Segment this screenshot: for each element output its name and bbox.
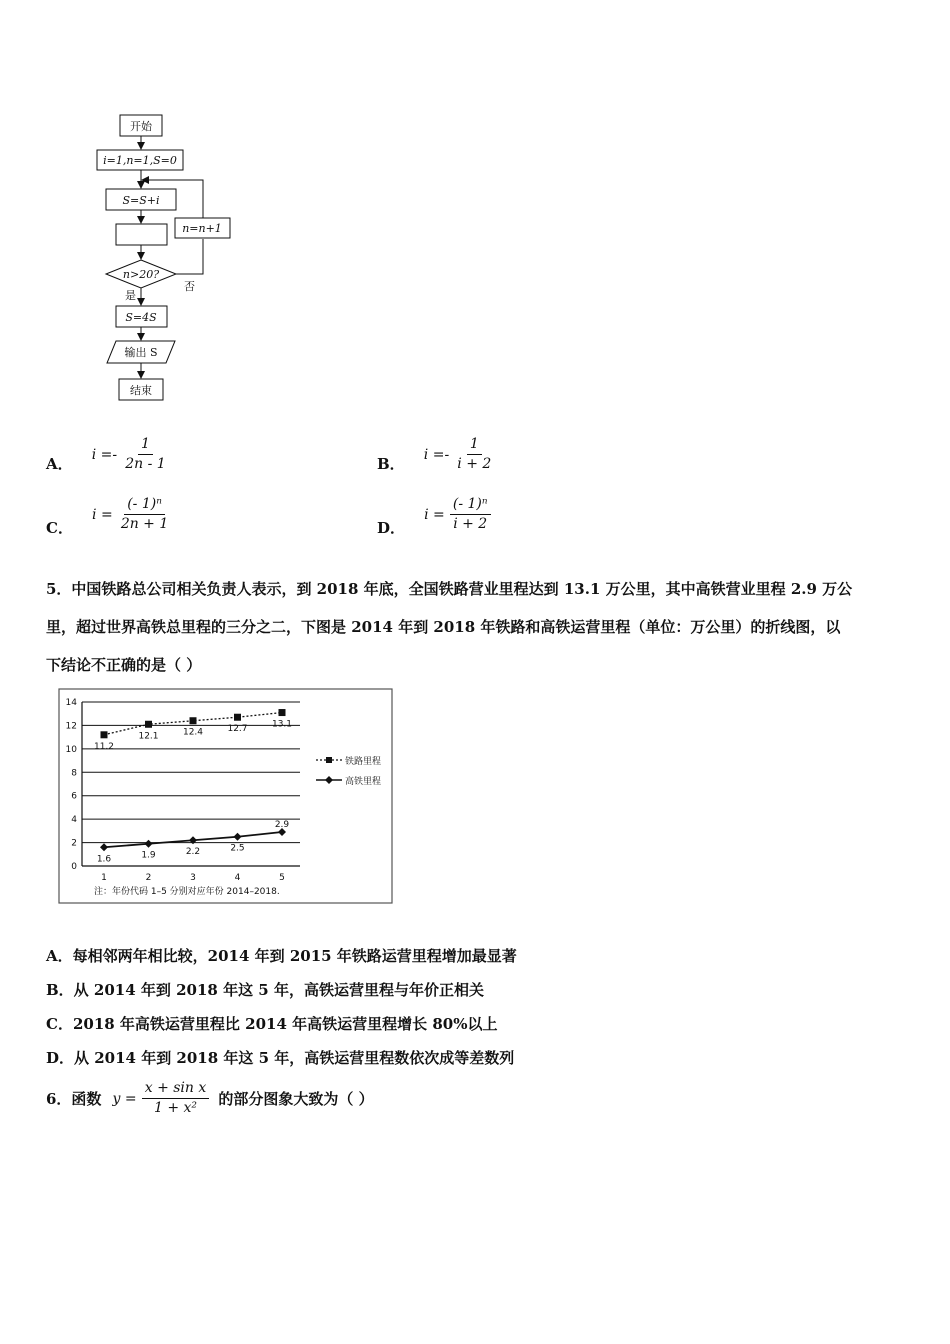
flow-increment-text: n=n+1 [182, 222, 222, 235]
q5-option-c: C．2018 年高铁运营里程比 2014 年高铁运营里程增长 80%以上 [46, 1015, 498, 1033]
hsr-value-label: 2.5 [230, 843, 245, 854]
rail-point [145, 721, 152, 728]
flow-init-text: i=1,n=1,S=0 [103, 154, 177, 167]
q6-lhs: y = [112, 1090, 137, 1107]
hsr-value-label: 1.6 [96, 854, 112, 865]
q4-option-d-den: i + 2 [453, 516, 488, 532]
q4-option-c-num: (- 1)ⁿ [124, 496, 165, 515]
y-tick-label: 14 [65, 698, 77, 708]
hsr-value-label: 1.9 [141, 850, 156, 861]
q4-option-c-den: 2n + 1 [120, 516, 169, 532]
x-tick-label: 1 [101, 873, 107, 883]
q5-line-3: 下结论不正确的是（ ） [46, 656, 202, 674]
y-tick-label: 2 [71, 838, 77, 849]
q4-option-b-num: 1 [467, 436, 482, 455]
rail-point [279, 709, 286, 716]
q6 [46, 1080, 374, 1117]
q4-option-a-den: 2n - 1 [125, 456, 166, 472]
flow-output-text: 输出 S [124, 346, 158, 359]
flow-scale-text: S=4S [125, 311, 157, 324]
q5-line-1: 5．中国铁路总公司相关负责人表示，到 2018 年底，全国铁路营业里程达到 13.1 万公里，其中高铁营业里程 2.9 万公 [46, 580, 853, 598]
y-tick-label: 8 [71, 768, 77, 779]
q4-option-c-fraction [118, 496, 171, 533]
q4-option-d-fraction [450, 496, 491, 533]
q4-option-b-den: i + 2 [457, 456, 492, 472]
q4-option-d-lhs: i = [424, 506, 445, 523]
q4-option-b-label: B． [377, 455, 405, 473]
flowchart [0, 0, 300, 420]
flow-yes-label: 是 [125, 289, 136, 302]
q4-option-d [377, 496, 491, 537]
q5-option-a: A．每相邻两年相比较，2014 年到 2015 年铁路运营里程增加最显著 [46, 947, 517, 965]
q4-option-a-fraction [122, 436, 168, 473]
rail-value-label: 12.1 [138, 731, 159, 742]
q4-option-d-num: (- 1)ⁿ [450, 496, 491, 515]
rail-point [190, 717, 197, 724]
q4-option-b-lhs: i =- [423, 446, 450, 463]
q4-option-a-lhs: i =- [91, 446, 118, 463]
flow-no-label: 否 [184, 280, 195, 293]
flow-condition-text: n>20? [122, 268, 160, 281]
hsr-value-label: 2.2 [185, 847, 201, 858]
y-tick-label: 10 [65, 744, 77, 755]
chart-note: 注：年份代码 1–5 分别对应年份 2014–2018. [94, 887, 280, 897]
q6-prefix: 6．函数 [46, 1090, 102, 1108]
y-tick-label: 6 [71, 791, 77, 802]
rail-value-label: 11.2 [93, 741, 115, 752]
q4-option-c-label: C． [46, 519, 73, 537]
flow-start-text: 开始 [130, 120, 152, 133]
rail-value-label: 12.4 [182, 727, 204, 738]
q4-option-c [46, 496, 171, 537]
q4-option-b [377, 436, 494, 473]
rail-value-label: 13.1 [271, 719, 293, 730]
y-tick-label: 12 [65, 721, 77, 732]
q4-option-a-label: A． [46, 455, 73, 473]
q6-suffix: 的部分图象大致为（ ） [218, 1090, 374, 1108]
rail-line-chart [58, 688, 394, 906]
q6-fraction [142, 1080, 210, 1117]
rail-point [234, 714, 241, 721]
q6-num: x + sin x [142, 1080, 210, 1099]
y-tick-label: 0 [71, 862, 77, 872]
q5-option-d: D．从 2014 年到 2018 年这 5 年，高铁运营里程数依次成等差数列 [46, 1049, 515, 1067]
q4-option-a-num: 1 [138, 436, 153, 455]
q5-line-2: 里，超过世界高铁总里程的三分之二，下图是 2014 年到 2018 年铁路和高铁运营里程（单位：万公里）的折线图，以 [46, 618, 841, 636]
rail-point [101, 731, 108, 738]
flow-end-text: 结束 [130, 384, 152, 397]
q5-option-b: B．从 2014 年到 2018 年这 5 年，高铁运营里程与年价正相关 [46, 981, 484, 999]
x-tick-label: 5 [279, 873, 285, 883]
q4-option-b-fraction [454, 436, 494, 473]
rail-value-label: 12.7 [227, 724, 248, 735]
flow-update-text: S=S+i [122, 194, 160, 207]
x-tick-label: 3 [190, 873, 196, 883]
legend-rail-label: 铁路里程 [345, 757, 382, 767]
q6-den: 1 + x² [153, 1100, 198, 1116]
q4-option-d-label: D． [377, 519, 406, 537]
x-tick-label: 4 [234, 873, 241, 883]
hsr-value-label: 2.9 [274, 820, 290, 831]
legend-hsr-label: 高铁里程 [345, 777, 382, 787]
legend-rail-marker [326, 757, 332, 763]
q4-option-a [46, 436, 169, 473]
x-tick-label: 2 [145, 873, 152, 883]
q4-option-c-lhs: i = [92, 506, 113, 523]
flow-blank-box [116, 224, 167, 245]
y-tick-label: 4 [71, 815, 77, 826]
